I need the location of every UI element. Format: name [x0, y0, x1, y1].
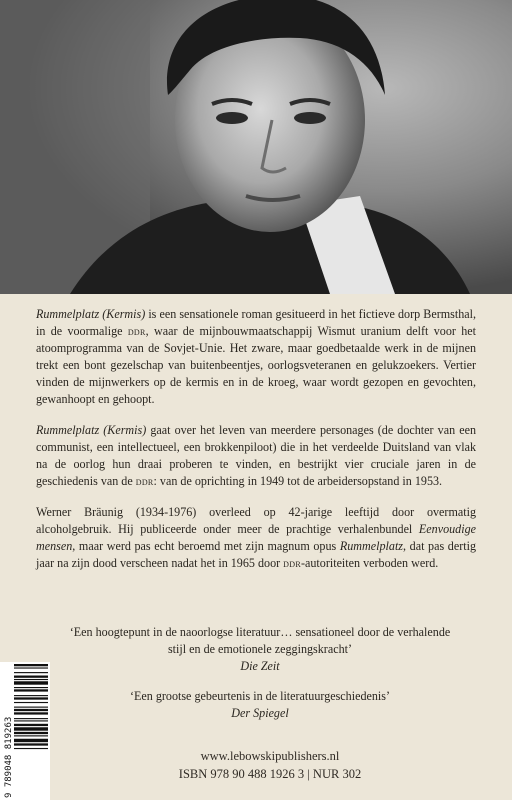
blurb-paragraph-1	[36, 306, 476, 408]
book-title: Eenvoudige mensen	[36, 522, 476, 553]
quote-text: ‘Een hoogtepunt in de naoorlogse literatuur… sensationeel door de verhalende stijl en de emotionele zeggingskracht’	[69, 625, 451, 656]
barcode-bar	[14, 739, 48, 742]
barcode-bar	[14, 687, 48, 688]
ddr-abbrev: ddr	[127, 324, 146, 338]
barcode-bar	[14, 681, 48, 684]
blurb	[36, 306, 476, 586]
barcode-bar	[14, 724, 48, 726]
barcode-bar	[14, 718, 48, 719]
blurb-text: gaat over het leven van meerdere personages (de dochter van een communist, een intellectueel, een brokkenpiloot) die in het verdeelde Duitsland van vlak na de oorlog hun draai proberen te vinden, en bestrijkt vier cruciale jaren in de geschiedenis van de	[36, 423, 476, 488]
isbn-line	[120, 765, 420, 783]
barcode-bar	[14, 707, 48, 708]
author-portrait-photo	[0, 0, 512, 294]
isbn-barcode	[0, 662, 50, 800]
blurb-text: is een sensationele roman gesitueerd in het fictieve dorp Bermsthal, in de voormalige	[36, 307, 476, 338]
nur-code: NUR 302	[312, 767, 362, 781]
quote-source: Die Zeit	[240, 659, 280, 673]
book-title: Rummelplatz	[339, 539, 404, 553]
barcode-bar	[14, 720, 48, 721]
barcode-bar	[14, 702, 48, 703]
author-portrait-icon	[0, 0, 512, 294]
blurb-text: , waar de mijnbouwmaatschappij Wismut uranium delft voor het atoomprogramma van de Sovjet-Unie. Het zware, maar goedbetaalde werk in de mijnen trekt een bont gezelschap van buitenbeentjes, oorlogsveteranen en gelukzoekers. Vertier vinden de mijnwerkers op de kermis en in de kroeg, waar wordt gezopen en gevochten, gewanhoopt en gehoopt.	[36, 324, 476, 406]
book-title: Rummelplatz (Kermis)	[36, 307, 146, 321]
book-title: Rummelplatz (Kermis)	[36, 423, 147, 437]
separator: |	[307, 767, 310, 781]
barcode-bar	[14, 735, 48, 736]
blurb-text: , maar werd pas echt beroemd met zijn magnum opus	[72, 539, 340, 553]
press-quote	[60, 688, 460, 722]
blurb-text: , dat pas dertig jaar na zijn dood verscheen nadat het in 1965 door	[36, 539, 476, 570]
quote-source: Der Spiegel	[231, 706, 289, 720]
barcode-bar	[14, 667, 48, 668]
barcode-bar	[14, 732, 48, 734]
barcode-bar	[14, 672, 48, 673]
barcode-bar	[14, 697, 48, 699]
blurb-text: -autoriteiten verboden werd.	[300, 556, 439, 570]
barcode-icon	[14, 664, 48, 798]
barcode-bar	[14, 676, 48, 678]
blurb-text: Werner Bräunig (1934-1976) overleed op 42-jarige leeftijd door overmatig alcoholgebruik. Hij publiceerde onder meer de prachtige verhalenbundel	[36, 505, 476, 536]
barcode-bar	[14, 743, 48, 745]
barcode-bar	[14, 689, 48, 691]
publisher-website: www.lebowskipublishers.nl	[200, 749, 340, 763]
barcode-bar	[14, 679, 48, 680]
publisher-footer	[120, 747, 420, 783]
press-quote	[60, 624, 460, 675]
barcode-bar	[14, 712, 48, 714]
blurb-paragraph-2	[36, 422, 476, 490]
barcode-bar	[14, 709, 48, 711]
blurb-text: : van de oprichting in 1949 tot de arbeidersopstand in 1953.	[153, 474, 443, 488]
barcode-digits: 9 789048 819263	[4, 716, 14, 798]
barcode-bar	[14, 695, 48, 696]
barcode-bar	[14, 727, 48, 730]
isbn: ISBN 978 90 488 1926 3	[178, 767, 305, 781]
quote-text: ‘Een grootse gebeurtenis in de literatuurgeschiedenis’	[129, 689, 391, 703]
blurb-paragraph-3	[36, 504, 476, 572]
barcode-bar	[14, 664, 48, 666]
barcode-bar	[14, 748, 48, 749]
ddr-abbrev: ddr	[135, 474, 154, 488]
ddr-abbrev: ddr	[283, 556, 301, 570]
